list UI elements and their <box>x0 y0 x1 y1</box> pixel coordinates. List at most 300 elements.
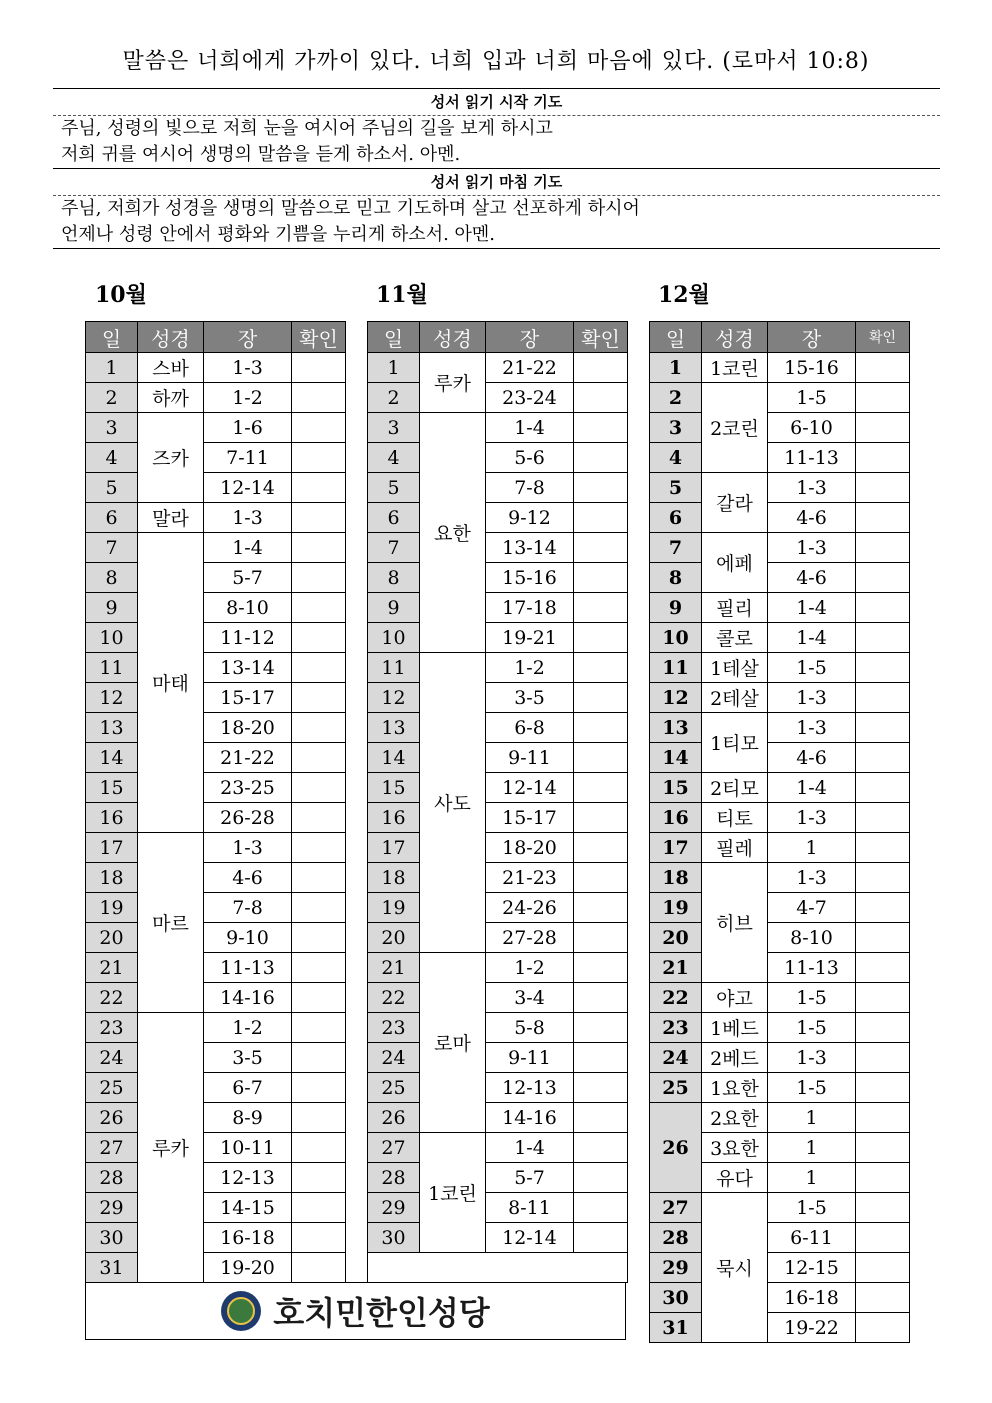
table-row <box>650 1313 910 1343</box>
check-cell[interactable] <box>292 893 346 923</box>
table-row <box>86 533 346 563</box>
month-title-nov: 11월 <box>376 282 428 308</box>
chapter-cell: 1-3 <box>768 533 856 563</box>
day-cell: 8 <box>368 563 420 593</box>
table-row <box>86 863 346 893</box>
check-cell[interactable] <box>856 563 910 593</box>
check-cell[interactable] <box>292 1193 346 1223</box>
chapter-cell: 1-3 <box>204 503 292 533</box>
check-cell[interactable] <box>292 593 346 623</box>
chapter-cell: 8-11 <box>486 1193 574 1223</box>
chapter-cell: 1 <box>768 1103 856 1133</box>
day-cell: 21 <box>86 953 138 983</box>
check-cell[interactable] <box>292 353 346 383</box>
check-cell[interactable] <box>856 1283 910 1313</box>
day-cell: 17 <box>368 833 420 863</box>
table-row <box>86 1013 346 1043</box>
table-row <box>368 623 628 653</box>
book-cell: 필레 <box>702 833 768 863</box>
table-row <box>368 1163 628 1193</box>
table-row <box>650 473 910 503</box>
check-cell[interactable] <box>574 1193 628 1223</box>
day-cell: 27 <box>86 1133 138 1163</box>
check-cell[interactable] <box>856 683 910 713</box>
table-row <box>650 593 910 623</box>
day-cell: 12 <box>86 683 138 713</box>
reading-table-nov <box>367 321 628 1283</box>
day-cell: 2 <box>368 383 420 413</box>
check-cell[interactable] <box>856 893 910 923</box>
check-cell[interactable] <box>856 653 910 683</box>
table-row <box>368 1013 628 1043</box>
check-cell[interactable] <box>574 1013 628 1043</box>
check-cell[interactable] <box>856 1103 910 1133</box>
day-cell: 15 <box>368 773 420 803</box>
book-cell: 1코린 <box>702 353 768 383</box>
day-cell: 13 <box>368 713 420 743</box>
check-cell[interactable] <box>574 383 628 413</box>
check-cell[interactable] <box>292 833 346 863</box>
check-cell[interactable] <box>856 1073 910 1103</box>
chapter-cell: 16-18 <box>204 1223 292 1253</box>
chapter-cell: 1-4 <box>768 593 856 623</box>
chapter-cell: 8-10 <box>768 923 856 953</box>
check-cell[interactable] <box>574 353 628 383</box>
day-cell: 4 <box>650 443 702 473</box>
check-cell[interactable] <box>292 1223 346 1253</box>
table-row <box>86 1193 346 1223</box>
chapter-cell: 16-18 <box>768 1283 856 1313</box>
day-cell: 5 <box>368 473 420 503</box>
opening-prayer-line: 주님, 성령의 빛으로 저희 눈을 여시어 주님의 길을 보게 하시고 <box>61 118 553 139</box>
check-cell[interactable] <box>574 983 628 1013</box>
chapter-cell: 7-11 <box>204 443 292 473</box>
book-cell: 2테살 <box>702 683 768 713</box>
prayer-box <box>53 88 940 249</box>
check-cell[interactable] <box>574 923 628 953</box>
chapter-cell: 1-2 <box>204 383 292 413</box>
check-cell[interactable] <box>574 473 628 503</box>
chapter-cell: 19-21 <box>486 623 574 653</box>
check-cell[interactable] <box>292 953 346 983</box>
check-cell[interactable] <box>574 893 628 923</box>
day-cell: 7 <box>650 533 702 563</box>
table-row <box>86 353 346 383</box>
chapter-cell: 13-14 <box>204 653 292 683</box>
day-cell: 31 <box>650 1313 702 1343</box>
book-cell: 사도 <box>420 653 486 953</box>
table-row <box>650 623 910 653</box>
day-cell: 11 <box>650 653 702 683</box>
check-cell[interactable] <box>292 563 346 593</box>
table-row <box>86 743 346 773</box>
book-cell: 유다 <box>702 1163 768 1193</box>
check-cell[interactable] <box>856 473 910 503</box>
table-row <box>368 1193 628 1223</box>
table-row <box>368 923 628 953</box>
day-cell: 8 <box>86 563 138 593</box>
check-cell[interactable] <box>292 1103 346 1133</box>
reading-table-oct <box>85 321 346 1283</box>
day-cell: 2 <box>650 383 702 413</box>
day-cell: 14 <box>368 743 420 773</box>
check-cell[interactable] <box>856 1163 910 1193</box>
chapter-cell: 9-11 <box>486 1043 574 1073</box>
check-cell[interactable] <box>856 353 910 383</box>
check-cell[interactable] <box>856 1313 910 1343</box>
table-row <box>650 713 910 743</box>
chapter-cell: 15-16 <box>486 563 574 593</box>
day-cell: 26 <box>86 1103 138 1133</box>
chapter-cell: 26-28 <box>204 803 292 833</box>
chapter-cell: 1-3 <box>768 683 856 713</box>
day-cell: 28 <box>368 1163 420 1193</box>
book-cell: 1베드 <box>702 1013 768 1043</box>
day-cell: 8 <box>650 563 702 593</box>
book-cell: 콜로 <box>702 623 768 653</box>
check-cell[interactable] <box>856 713 910 743</box>
check-cell[interactable] <box>856 1013 910 1043</box>
check-cell[interactable] <box>574 863 628 893</box>
table-row <box>650 383 910 413</box>
book-cell: 야고 <box>702 983 768 1013</box>
table-row <box>86 413 346 443</box>
chapter-cell: 11-13 <box>768 443 856 473</box>
check-cell[interactable] <box>856 443 910 473</box>
check-cell[interactable] <box>856 533 910 563</box>
book-cell: 로마 <box>420 953 486 1133</box>
chapter-cell: 21-23 <box>486 863 574 893</box>
chapter-cell: 12-13 <box>204 1163 292 1193</box>
table-row <box>86 1073 346 1103</box>
check-cell[interactable] <box>292 1073 346 1103</box>
check-cell[interactable] <box>292 773 346 803</box>
month-title-dec: 12월 <box>658 282 710 308</box>
chapter-cell: 12-14 <box>486 1223 574 1253</box>
book-cell: 하까 <box>138 383 204 413</box>
opening-prayer-heading: 성서 읽기 시작 기도 <box>53 88 940 116</box>
check-cell[interactable] <box>574 953 628 983</box>
check-cell[interactable] <box>574 1163 628 1193</box>
check-cell[interactable] <box>856 503 910 533</box>
day-cell: 23 <box>368 1013 420 1043</box>
check-cell[interactable] <box>574 1103 628 1133</box>
day-cell: 9 <box>650 593 702 623</box>
table-row <box>650 683 910 713</box>
check-cell[interactable] <box>856 413 910 443</box>
check-cell[interactable] <box>574 563 628 593</box>
check-cell[interactable] <box>292 653 346 683</box>
day-cell: 10 <box>650 623 702 653</box>
month-title-oct: 10월 <box>95 282 147 308</box>
table-row <box>650 803 910 833</box>
chapter-cell: 1-3 <box>204 353 292 383</box>
day-cell: 28 <box>650 1223 702 1253</box>
chapter-cell: 1-4 <box>204 533 292 563</box>
chapter-cell: 11-12 <box>204 623 292 653</box>
check-cell[interactable] <box>292 863 346 893</box>
table-row <box>650 863 910 893</box>
book-cell: 2요한 <box>702 1103 768 1133</box>
check-cell[interactable] <box>574 773 628 803</box>
table-row <box>650 503 910 533</box>
chapter-cell: 4-6 <box>204 863 292 893</box>
table-row <box>86 893 346 923</box>
day-cell: 13 <box>86 713 138 743</box>
check-cell[interactable] <box>574 1133 628 1163</box>
table-row <box>86 773 346 803</box>
check-cell[interactable] <box>856 803 910 833</box>
chapter-cell: 24-26 <box>486 893 574 923</box>
day-cell: 3 <box>86 413 138 443</box>
table-row <box>650 743 910 773</box>
chapter-cell: 12-13 <box>486 1073 574 1103</box>
table-row <box>86 623 346 653</box>
day-cell: 7 <box>86 533 138 563</box>
day-cell: 11 <box>86 653 138 683</box>
check-cell[interactable] <box>292 1133 346 1163</box>
chapter-cell: 6-7 <box>204 1073 292 1103</box>
chapter-cell: 18-20 <box>204 713 292 743</box>
check-cell[interactable] <box>292 1013 346 1043</box>
chapter-cell: 8-9 <box>204 1103 292 1133</box>
reading-table-dec <box>649 321 910 1343</box>
table-row <box>86 683 346 713</box>
book-cell: 갈라 <box>702 473 768 533</box>
day-cell: 13 <box>650 713 702 743</box>
chapter-cell: 7-8 <box>204 893 292 923</box>
check-cell[interactable] <box>574 593 628 623</box>
check-cell[interactable] <box>574 503 628 533</box>
day-cell: 18 <box>650 863 702 893</box>
header-day: 일 <box>650 322 702 353</box>
day-cell: 7 <box>368 533 420 563</box>
chapter-cell: 1-4 <box>486 413 574 443</box>
day-cell: 15 <box>86 773 138 803</box>
check-cell[interactable] <box>856 1043 910 1073</box>
table-row <box>650 1013 910 1043</box>
check-cell[interactable] <box>574 683 628 713</box>
chapter-cell: 1 <box>768 1133 856 1163</box>
chapter-cell: 1-3 <box>768 713 856 743</box>
chapter-cell: 5-6 <box>486 443 574 473</box>
check-cell[interactable] <box>856 833 910 863</box>
table-row <box>86 713 346 743</box>
check-cell[interactable] <box>574 1223 628 1253</box>
table-row <box>650 1193 910 1223</box>
table-row <box>86 443 346 473</box>
check-cell[interactable] <box>856 863 910 893</box>
check-cell[interactable] <box>856 773 910 803</box>
check-cell[interactable] <box>292 443 346 473</box>
chapter-cell: 11-13 <box>768 953 856 983</box>
chapter-cell: 19-20 <box>204 1253 292 1283</box>
day-cell: 17 <box>650 833 702 863</box>
check-cell[interactable] <box>292 683 346 713</box>
header-day: 일 <box>368 322 420 353</box>
opening-prayer-line: 저희 귀를 여시어 생명의 말씀을 듣게 하소서. 아멘. <box>61 144 461 165</box>
check-cell[interactable] <box>856 923 910 953</box>
book-cell: 묵시 <box>702 1193 768 1343</box>
opening-prayer-text <box>53 116 940 169</box>
table-row <box>650 923 910 953</box>
header-chapter: 장 <box>768 322 856 353</box>
check-cell[interactable] <box>292 713 346 743</box>
day-cell: 22 <box>650 983 702 1013</box>
check-cell[interactable] <box>292 533 346 563</box>
table-row <box>368 653 628 683</box>
table-row <box>86 503 346 533</box>
check-cell[interactable] <box>292 1163 346 1193</box>
chapter-cell: 3-4 <box>486 983 574 1013</box>
day-cell: 6 <box>86 503 138 533</box>
table-row <box>650 1103 910 1133</box>
table-row <box>650 533 910 563</box>
check-cell[interactable] <box>574 1043 628 1073</box>
chapter-cell: 1-4 <box>768 623 856 653</box>
table-row <box>86 1103 346 1133</box>
check-cell[interactable] <box>292 413 346 443</box>
day-cell: 6 <box>650 503 702 533</box>
check-cell[interactable] <box>292 473 346 503</box>
table-row <box>650 563 910 593</box>
chapter-cell: 1 <box>768 833 856 863</box>
check-cell[interactable] <box>574 443 628 473</box>
chapter-cell: 4-6 <box>768 503 856 533</box>
book-cell: 1테살 <box>702 653 768 683</box>
check-cell[interactable] <box>574 653 628 683</box>
check-cell[interactable] <box>856 623 910 653</box>
day-cell: 2 <box>86 383 138 413</box>
check-cell[interactable] <box>574 713 628 743</box>
check-cell[interactable] <box>856 953 910 983</box>
table-row <box>368 1073 628 1103</box>
book-cell: 즈카 <box>138 413 204 503</box>
day-cell: 1 <box>368 353 420 383</box>
day-cell: 11 <box>368 653 420 683</box>
chapter-cell: 10-11 <box>204 1133 292 1163</box>
chapter-cell: 14-15 <box>204 1193 292 1223</box>
chapter-cell: 15-17 <box>486 803 574 833</box>
chapter-cell: 1-5 <box>768 383 856 413</box>
day-cell: 22 <box>86 983 138 1013</box>
day-cell: 12 <box>650 683 702 713</box>
table-row <box>368 773 628 803</box>
chapter-cell: 21-22 <box>486 353 574 383</box>
book-cell: 말라 <box>138 503 204 533</box>
check-cell[interactable] <box>574 833 628 863</box>
header-check: 확인 <box>856 322 910 353</box>
check-cell[interactable] <box>292 503 346 533</box>
day-cell: 16 <box>368 803 420 833</box>
day-cell: 10 <box>86 623 138 653</box>
check-cell[interactable] <box>292 383 346 413</box>
table-row <box>368 893 628 923</box>
check-cell[interactable] <box>574 803 628 833</box>
check-cell[interactable] <box>292 923 346 953</box>
chapter-cell: 9-10 <box>204 923 292 953</box>
book-cell: 히브 <box>702 863 768 983</box>
table-row <box>86 953 346 983</box>
day-cell: 9 <box>368 593 420 623</box>
table-row <box>368 1043 628 1073</box>
book-cell: 2코린 <box>702 383 768 473</box>
closing-prayer-text <box>53 196 940 249</box>
day-cell: 24 <box>86 1043 138 1073</box>
table-row <box>368 383 628 413</box>
check-cell[interactable] <box>856 1253 910 1283</box>
check-cell[interactable] <box>856 1223 910 1253</box>
check-cell[interactable] <box>574 413 628 443</box>
chapter-cell: 12-15 <box>768 1253 856 1283</box>
chapter-cell: 7-8 <box>486 473 574 503</box>
day-cell: 1 <box>86 353 138 383</box>
chapter-cell: 1-2 <box>204 1013 292 1043</box>
day-cell: 24 <box>650 1043 702 1073</box>
page-title: 말씀은 너희에게 가까이 있다. 너희 입과 너희 마음에 있다. (로마서 10:8) <box>122 49 870 74</box>
day-cell: 23 <box>86 1013 138 1043</box>
day-cell: 1 <box>650 353 702 383</box>
day-cell: 17 <box>86 833 138 863</box>
day-cell: 19 <box>368 893 420 923</box>
table-row <box>368 803 628 833</box>
check-cell[interactable] <box>856 593 910 623</box>
day-cell: 19 <box>86 893 138 923</box>
check-cell[interactable] <box>574 1073 628 1103</box>
table-row <box>650 413 910 443</box>
header-check: 확인 <box>292 322 346 353</box>
check-cell[interactable] <box>292 623 346 653</box>
day-cell: 25 <box>86 1073 138 1103</box>
closing-prayer-line: 주님, 저희가 성경을 생명의 말씀으로 믿고 기도하며 살고 선포하게 하시어 <box>61 198 640 219</box>
day-cell: 3 <box>650 413 702 443</box>
check-cell[interactable] <box>292 1253 346 1283</box>
check-cell[interactable] <box>856 383 910 413</box>
chapter-cell: 8-10 <box>204 593 292 623</box>
check-cell[interactable] <box>292 803 346 833</box>
check-cell[interactable] <box>856 983 910 1013</box>
day-cell: 29 <box>368 1193 420 1223</box>
table-row <box>86 653 346 683</box>
day-cell: 20 <box>368 923 420 953</box>
chapter-cell: 1-5 <box>768 1073 856 1103</box>
check-cell[interactable] <box>574 743 628 773</box>
chapter-cell: 1 <box>768 1163 856 1193</box>
book-cell: 2티모 <box>702 773 768 803</box>
book-cell: 1코린 <box>420 1133 486 1253</box>
day-cell: 21 <box>368 953 420 983</box>
table-row <box>650 1283 910 1313</box>
table-header-row <box>650 322 910 353</box>
check-cell[interactable] <box>292 743 346 773</box>
check-cell[interactable] <box>574 533 628 563</box>
check-cell[interactable] <box>292 983 346 1013</box>
chapter-cell: 3-5 <box>204 1043 292 1073</box>
table-row <box>650 893 910 923</box>
table-row <box>368 563 628 593</box>
day-cell: 3 <box>368 413 420 443</box>
table-row <box>86 803 346 833</box>
check-cell[interactable] <box>856 1133 910 1163</box>
book-cell: 3요한 <box>702 1133 768 1163</box>
table-row <box>368 863 628 893</box>
table-row <box>368 473 628 503</box>
check-cell[interactable] <box>856 1193 910 1223</box>
check-cell[interactable] <box>574 623 628 653</box>
check-cell[interactable] <box>856 743 910 773</box>
check-cell[interactable] <box>292 1043 346 1073</box>
table-header-row <box>86 322 346 353</box>
